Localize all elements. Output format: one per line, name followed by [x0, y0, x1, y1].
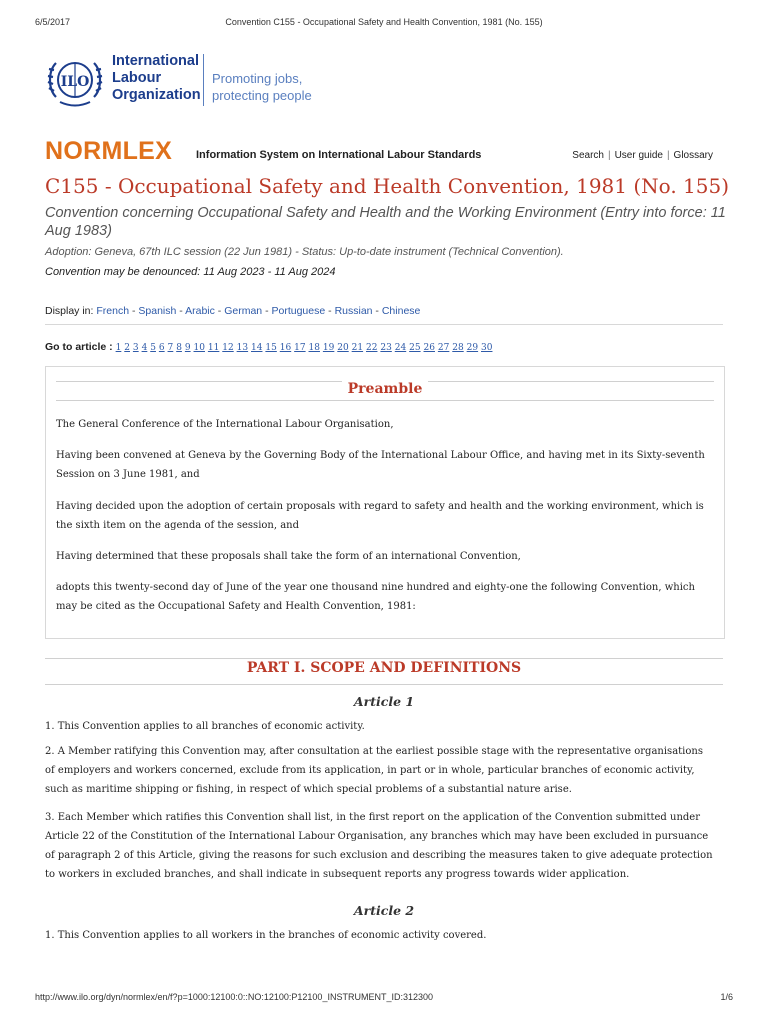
- article-link-26[interactable]: 26: [423, 343, 435, 353]
- ilo-logo[interactable]: [46, 53, 316, 109]
- article-link-13[interactable]: 13: [236, 343, 249, 353]
- part-rule: [45, 658, 723, 659]
- lang-arabic-link[interactable]: Arabic: [185, 305, 215, 317]
- article-link-29[interactable]: 29: [466, 343, 479, 353]
- adoption-status: Adoption: Geneva, 67th ILC session (22 Jun 1981) - Status: Up-to-date instrument (Technical Convention).: [45, 246, 564, 258]
- article-links: [116, 341, 493, 353]
- logo-divider: [203, 54, 204, 106]
- lang-portuguese-link[interactable]: Portuguese: [271, 305, 326, 317]
- article-paragraph: 1. This Convention applies to all workers in the branches of economic activity covered.: [45, 930, 487, 941]
- lang-german-link[interactable]: German: [224, 305, 263, 317]
- top-links: Search | User guide | Glossary: [572, 150, 713, 161]
- article-2-title: Article 2: [353, 903, 415, 918]
- logo-emblem-text: ILO: [60, 74, 90, 90]
- article-link-5[interactable]: 5: [150, 343, 156, 353]
- article-link-9[interactable]: 9: [184, 343, 191, 353]
- print-url: http://www.ilo.org/dyn/normlex/en/f?p=1000:12100:0::NO:12100:P12100_INSTRUMENT_ID:312300: [35, 992, 433, 1002]
- article-link-6[interactable]: 6: [158, 343, 165, 353]
- article-link-24[interactable]: 24: [394, 343, 407, 353]
- preamble-paragraph: The General Conference of the International Labour Organisation,: [56, 419, 394, 430]
- page-number: 1/6: [720, 992, 733, 1002]
- lang-french-link[interactable]: French: [96, 305, 130, 317]
- print-date: 6/5/2017: [35, 17, 71, 27]
- article-link-14[interactable]: 14: [251, 343, 263, 353]
- glossary-link[interactable]: Glossary: [673, 150, 713, 161]
- convention-subtitle: Convention concerning Occupational Safety and Health and the Working Environment (Entry into force: 11 Aug 1983): [45, 205, 726, 239]
- normlex-brand[interactable]: NORMLEX: [45, 137, 173, 165]
- article-paragraph: 2. A Member ratifying this Convention may, after consultation at the earliest possible stage with the representative organisations of employers and workers concerned, exclude from its application, in part or in whole, particular branches of economic activity, such as maritime shipping or fishing, in respect of which special problems of a substantial nature arise.: [45, 746, 703, 795]
- article-link-20[interactable]: 20: [337, 343, 349, 353]
- preamble-paragraph: adopts this twenty-second day of June of the year one thousand nine hundred and eighty-one the following Convention, which may be cited as the Occupational Safety and Health Convention, 1981:: [56, 582, 695, 612]
- display-in-label: Display in:: [45, 305, 94, 317]
- article-link-23[interactable]: 23: [380, 343, 392, 353]
- article-link-7[interactable]: 7: [167, 343, 174, 353]
- lang-russian-link[interactable]: Russian: [334, 305, 373, 317]
- article-link-21[interactable]: 21: [351, 343, 364, 353]
- article-link-30[interactable]: 30: [481, 343, 493, 353]
- ilo-emblem-icon: [46, 53, 104, 109]
- lang-chinese-link[interactable]: Chinese: [381, 305, 421, 317]
- goto-article-label: Go to article :: [45, 341, 113, 353]
- print-header: [35, 17, 733, 31]
- denounce-period: Convention may be denounced: 11 Aug 2023 - 11 Aug 2024: [45, 266, 336, 278]
- article-1-title: Article 1: [353, 694, 415, 709]
- normlex-subtitle: Information System on International Labour Standards: [196, 149, 482, 161]
- article-link-11[interactable]: 11: [207, 343, 220, 353]
- article-link-16[interactable]: 16: [279, 343, 292, 353]
- article-link-1[interactable]: 1: [115, 343, 122, 353]
- search-link[interactable]: Search: [572, 150, 604, 161]
- article-link-2[interactable]: 2: [124, 343, 130, 353]
- article-link-12[interactable]: 12: [222, 343, 234, 353]
- page-title: C155 - Occupational Safety and Health Convention, 1981 (No. 155): [45, 174, 730, 198]
- article-paragraph: 1. This Convention applies to all branches of economic activity.: [45, 721, 365, 732]
- article-link-18[interactable]: 18: [308, 343, 320, 353]
- article-link-4[interactable]: 4: [141, 343, 148, 353]
- divider: [45, 324, 723, 325]
- article-link-22[interactable]: 22: [366, 343, 378, 353]
- logo-tagline: Promoting jobs, protecting people: [212, 71, 312, 103]
- preamble-paragraph: Having decided upon the adoption of certain proposals with regard to safety and health and the working environment, which is the sixth item on the agenda of the session, and: [56, 501, 704, 531]
- article-paragraph: 3. Each Member which ratifies this Convention shall list, in the first report on the application of the Convention submitted under Article 22 of the Constitution of the International Labour Organisation, any branches which may have been excluded in pursuance of paragraph 2 of this Article, giving the reasons for such exclusion and describing the measures taken to give adequate protection to workers in excluded branches, and shall indicate in subsequent reports any progress towards wider application.: [45, 812, 713, 880]
- preamble-title-bar: [56, 381, 714, 401]
- article-link-10[interactable]: 10: [193, 343, 205, 353]
- preamble-title: Preamble: [342, 381, 429, 397]
- part-title: PART I. SCOPE AND DEFINITIONS: [246, 660, 522, 676]
- article-link-17[interactable]: 17: [294, 343, 306, 353]
- print-footer: [35, 992, 733, 1006]
- goto-article-nav: [45, 341, 492, 353]
- article-link-27[interactable]: 27: [437, 343, 450, 353]
- article-link-19[interactable]: 19: [322, 343, 335, 353]
- part-rule: [45, 684, 723, 685]
- preamble-section: [45, 366, 725, 639]
- article-link-28[interactable]: 28: [452, 343, 464, 353]
- preamble-paragraph: Having been convened at Geneva by the Governing Body of the International Labour Office, and having met in its Sixty-seventh Session on 3 June 1981, and: [56, 450, 705, 480]
- article-link-25[interactable]: 25: [409, 343, 421, 353]
- preamble-paragraph: Having determined that these proposals shall take the form of an international Convention,: [56, 551, 521, 562]
- display-in-languages: Display in: French - Spanish - Arabic - German - Portuguese - Russian - Chinese: [45, 305, 421, 317]
- article-link-3[interactable]: 3: [132, 343, 139, 353]
- print-title: Convention C155 - Occupational Safety and Health Convention, 1981 (No. 155): [225, 17, 543, 27]
- article-link-8[interactable]: 8: [176, 343, 182, 353]
- user-guide-link[interactable]: User guide: [614, 150, 663, 161]
- lang-spanish-link[interactable]: Spanish: [138, 305, 177, 317]
- logo-org-name: International Labour Organization: [112, 53, 201, 103]
- article-link-15[interactable]: 15: [265, 343, 277, 353]
